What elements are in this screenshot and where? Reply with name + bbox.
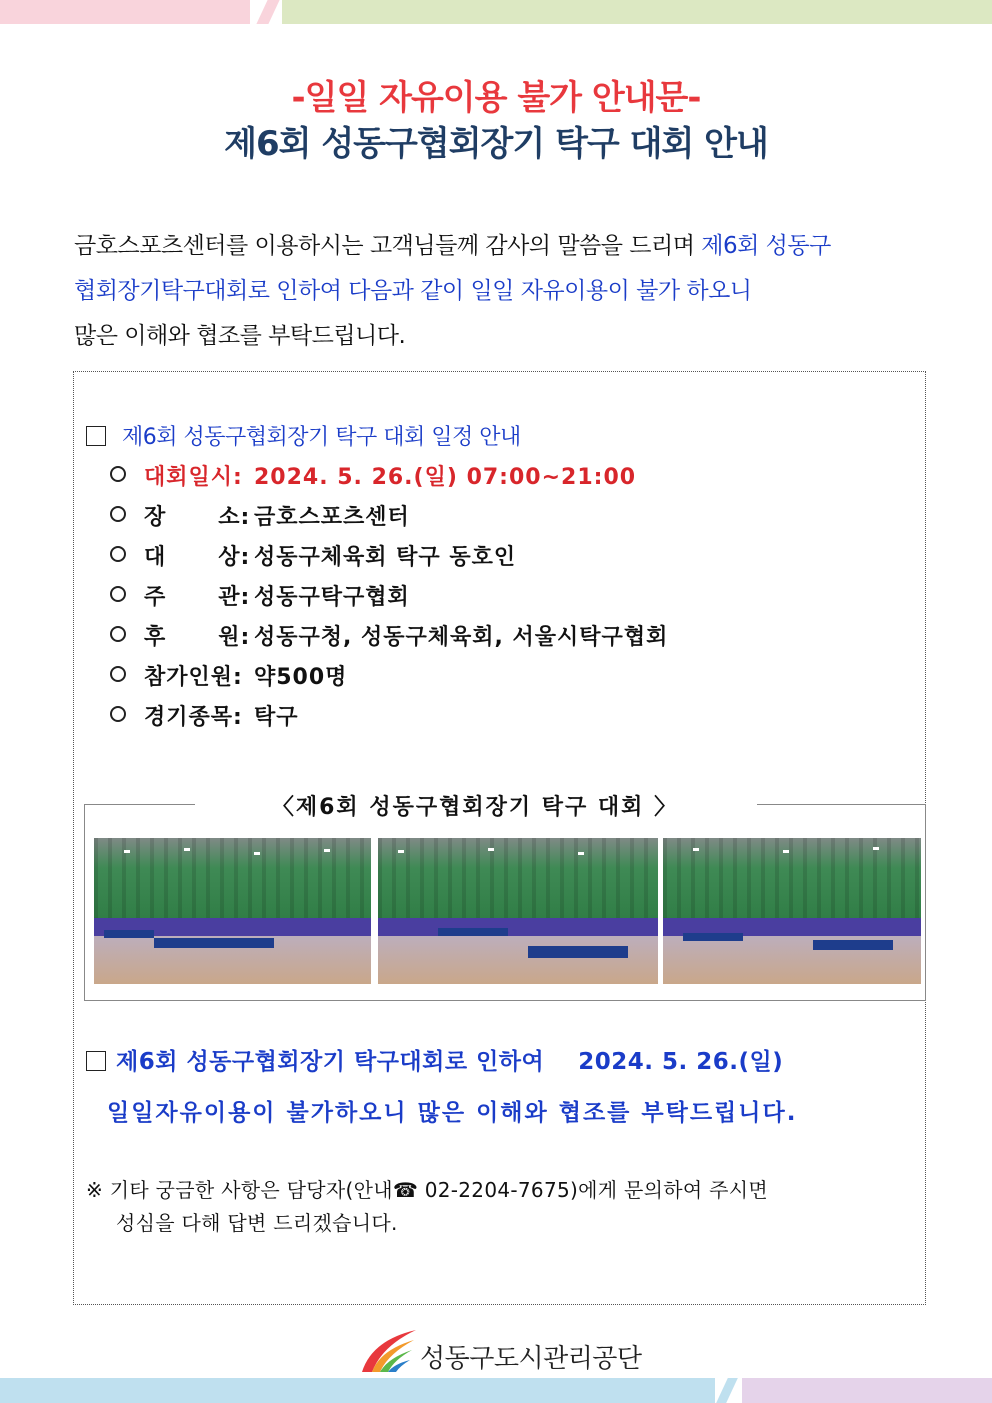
schedule-label: 주 관: [144, 585, 251, 610]
schedule-item-event [110, 700, 299, 731]
schedule-item-host [110, 580, 410, 611]
circle-bullet-icon [110, 506, 126, 522]
schedule-item-participants [110, 660, 347, 691]
bottom-decorative-band [0, 1378, 992, 1403]
rainbow-logo-icon [358, 1326, 418, 1376]
closure-notice-line2: 일일자유이용이 불가하오니 많은 이해와 협조를 부탁드립니다. [107, 1100, 798, 1126]
tournament-photo-2 [378, 838, 658, 984]
schedule-item-target [110, 540, 516, 571]
top-decorative-band [0, 0, 992, 24]
schedule-label: 대 상: [144, 545, 251, 570]
schedule-label: 참가인원: [144, 665, 243, 690]
schedule-value: 성동구탁구협회 [254, 585, 410, 610]
notice-title: -일일 자유이용 불가 안내문- [291, 78, 701, 118]
tournament-photo-3 [663, 838, 921, 984]
closure-notice-text: 제6회 성동구협회장기 탁구대회로 인하여 [116, 1049, 545, 1075]
circle-bullet-icon [110, 626, 126, 642]
schedule-value: 약500명 [254, 665, 348, 690]
schedule-value: 2024. 5. 26.(일) 07:00~21:00 [254, 465, 637, 490]
schedule-item-date [110, 460, 636, 491]
schedule-value: 탁구 [254, 705, 299, 730]
tournament-photo-1 [94, 838, 371, 984]
circle-bullet-icon [110, 666, 126, 682]
schedule-item-sponsor [110, 620, 668, 651]
checkbox-icon [86, 1051, 106, 1071]
schedule-heading-text: 제6회 성동구협회장기 탁구 대회 일정 안내 [122, 425, 521, 450]
schedule-value: 성동구체육회 탁구 동호인 [254, 545, 517, 570]
footnote-line2: 성심을 다해 답변 드리겠습니다. [116, 1211, 398, 1235]
schedule-value: 금호스포츠센터 [254, 505, 410, 530]
footnote-line1: ※ 기타 궁금한 사항은 담당자(안내☎ 02-2204-7675)에게 문의하여 주시면 [86, 1178, 768, 1202]
intro-text: 금호스포츠센터를 이용하시는 고객님들께 감사의 말씀을 드리며 [74, 233, 702, 259]
photo-caption: 〈제6회 성동구협회장기 탁구 대회 〉 [271, 795, 679, 820]
schedule-heading [86, 420, 521, 451]
intro-paragraph [74, 224, 934, 359]
circle-bullet-icon [110, 546, 126, 562]
schedule-value: 성동구청, 성동구체육회, 서울시탁구협회 [254, 625, 669, 650]
schedule-label: 대회일시: [144, 465, 243, 490]
event-title: 제6회 성동구협회장기 탁구 대회 안내 [224, 124, 768, 164]
contact-footnote [86, 1174, 921, 1240]
circle-bullet-icon [110, 706, 126, 722]
schedule-item-place [110, 500, 410, 531]
circle-bullet-icon [110, 586, 126, 602]
schedule-label: 장 소: [144, 505, 251, 530]
closure-date: 2024. 5. 26.(일) [578, 1049, 784, 1075]
circle-bullet-icon [110, 466, 126, 482]
closure-notice-line1 [86, 1043, 783, 1076]
intro-highlight: 제6회 성동구 [701, 233, 831, 259]
organization-name: 성동구도시관리공단 [420, 1344, 642, 1374]
schedule-label: 후 원: [144, 625, 251, 650]
schedule-label: 경기종목: [144, 705, 243, 730]
checkbox-icon [86, 426, 106, 446]
intro-highlight-line: 협회장기탁구대회로 인하여 다음과 같이 일일 자유이용이 불가 하오니 [74, 278, 752, 304]
intro-closing: 많은 이해와 협조를 부탁드립니다. [74, 323, 406, 349]
